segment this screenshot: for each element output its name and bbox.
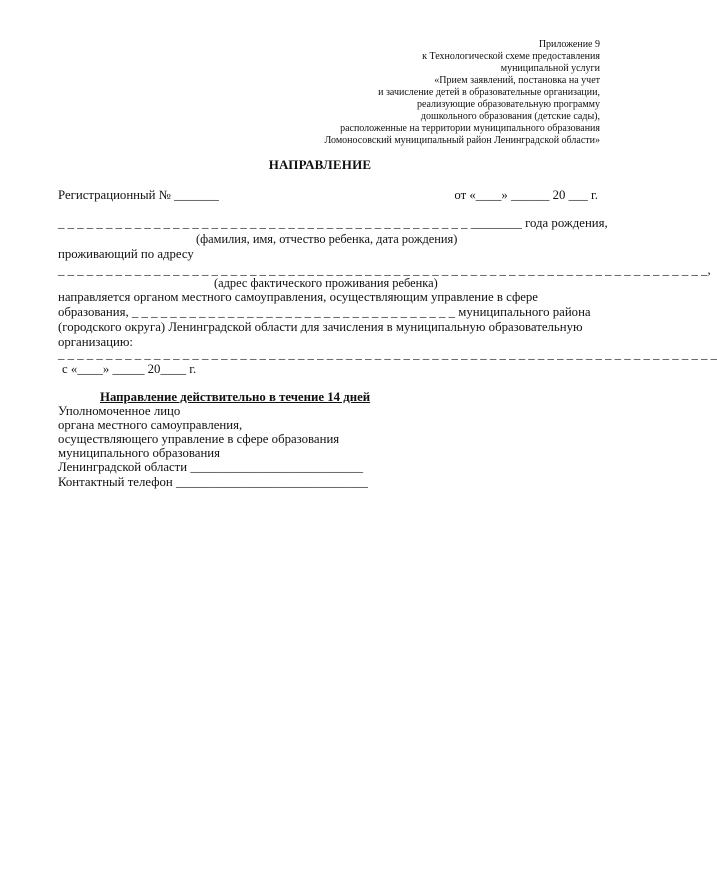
header-line: к Технологической схеме предоставления bbox=[422, 51, 600, 62]
appendix-number: Приложение 9 bbox=[538, 39, 600, 50]
address-line: _ _ _ _ _ _ _ _ _ _ _ _ _ _ _ _ _ _ _ _ _ _ _ _ _ _ _ _ _ _ _ _ _ _ _ _ _ _ _ _ _ _ _ _ _ _ _ _ _ _ _ _ _ _ _ _ _ _ _ _ _ _ _ _ _ _ _ _, bbox=[58, 263, 711, 277]
organization-line: _ _ _ _ _ _ _ _ _ _ _ _ _ _ _ _ _ _ _ _ _ _ _ _ _ _ _ _ _ _ _ _ _ _ _ _ _ _ _ _ _ _ _ _ _ _ _ _ _ _ _ _ _ _ _ _ _ _ _ _ _ _ _ _ _ _ _ _ _ bbox=[58, 347, 717, 361]
header-line: дошкольного образования (детские сады), bbox=[420, 111, 600, 122]
paragraph-line: образования, _ _ _ _ _ _ _ _ _ _ _ _ _ _ _ _ _ _ _ _ _ _ _ _ _ _ _ _ _ _ _ _ _ _ муниципального района bbox=[58, 305, 591, 319]
header-line: и зачисление детей в образовательные организации, bbox=[378, 87, 600, 98]
region-signature-line: Ленинградской области ___________________________ bbox=[58, 460, 364, 474]
paragraph-line: организацию: bbox=[58, 335, 133, 349]
validity-note: Направление действительно в течение 14 дней bbox=[100, 390, 371, 404]
child-name-line: _ _ _ _ _ _ _ _ _ _ _ _ _ _ _ _ _ _ _ _ _ _ _ _ _ _ _ _ _ _ _ _ _ _ _ _ _ _ _ _ _ _ _ ________ года рождения, bbox=[58, 216, 608, 230]
start-date-line: с «____» _____ 20____ г. bbox=[62, 362, 197, 376]
authority-line: органа местного самоуправления, bbox=[58, 418, 243, 432]
header-line: реализующие образовательную программу bbox=[416, 99, 600, 110]
residing-label: проживающий по адресу bbox=[58, 247, 194, 261]
header-line: муниципальной услуги bbox=[500, 63, 600, 74]
address-caption: (адрес фактического проживания ребенка) bbox=[214, 276, 438, 290]
header-line: Ломоносовский муниципальный район Ленинградской области» bbox=[324, 135, 600, 146]
registration-number: Регистрационный № _______ bbox=[58, 188, 219, 202]
contact-phone-line: Контактный телефон ______________________________ bbox=[58, 475, 368, 489]
authority-line: Уполномоченное лицо bbox=[58, 404, 181, 418]
header-line: «Прием заявлений, постановка на учет bbox=[434, 75, 600, 86]
header-line: расположенные на территории муниципального образования bbox=[340, 123, 600, 134]
authority-line: муниципального образования bbox=[58, 446, 221, 460]
child-name-caption: (фамилия, имя, отчество ребенка, дата рождения) bbox=[196, 232, 458, 246]
authority-line: осуществляющего управление в сфере образования bbox=[58, 432, 340, 446]
registration-date: от «____» ______ 20 ___ г. bbox=[454, 188, 598, 202]
document-title: НАПРАВЛЕНИЕ bbox=[268, 157, 372, 172]
paragraph-line: (городского округа) Ленинградской области для зачисления в муниципальную образовательную bbox=[58, 320, 583, 334]
paragraph-line: направляется органом местного самоуправления, осуществляющим управление в сфере bbox=[58, 290, 538, 304]
